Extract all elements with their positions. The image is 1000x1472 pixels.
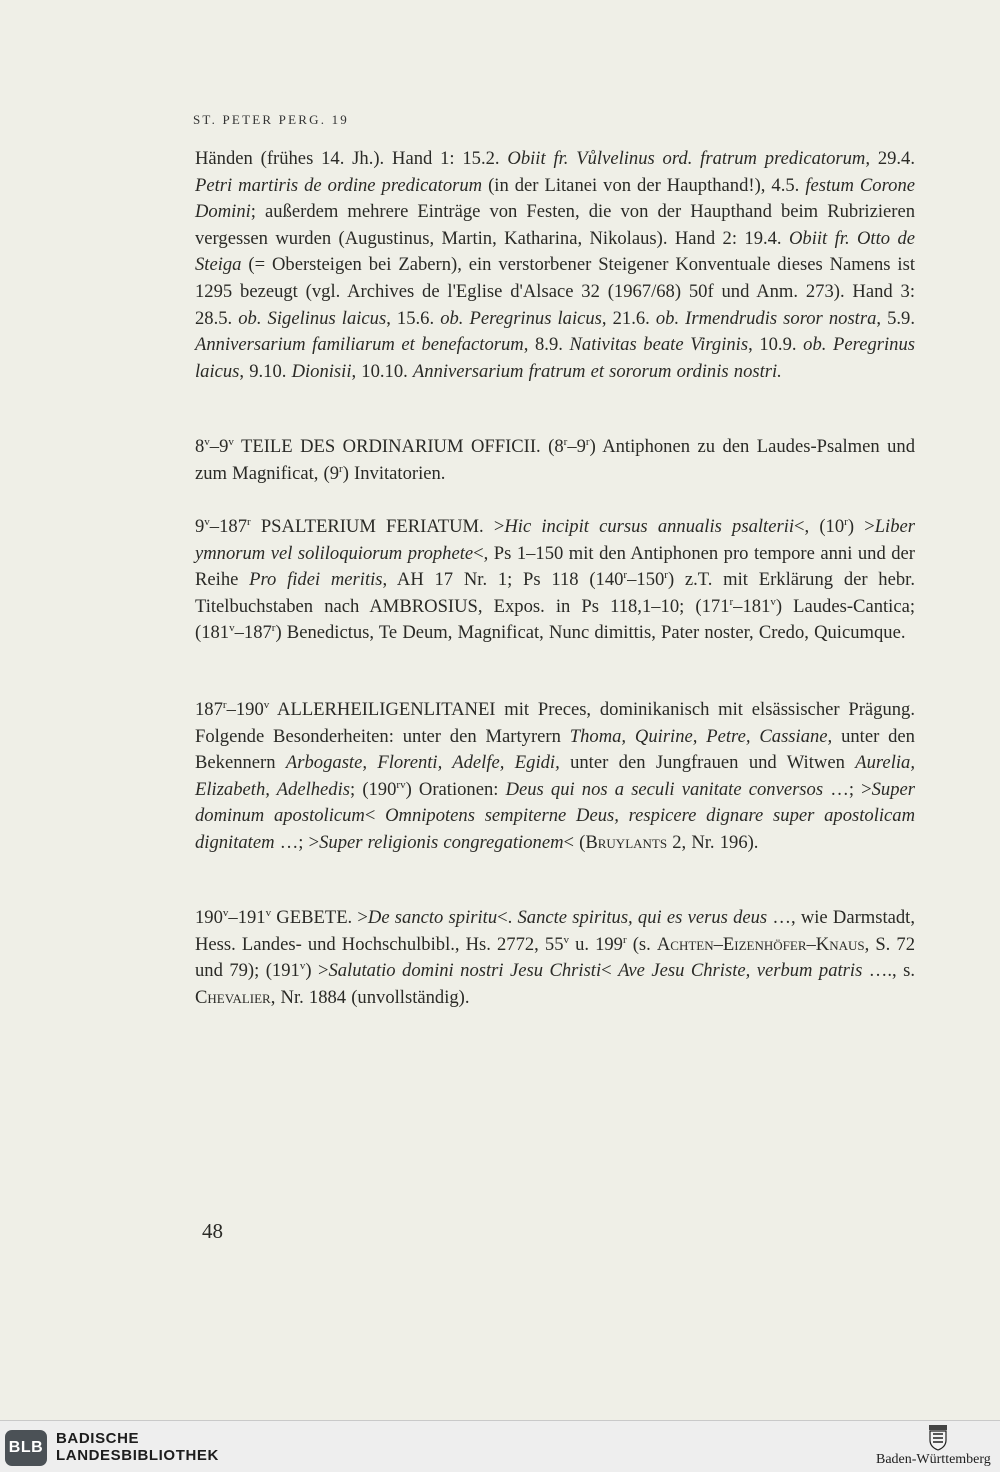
folio-superscript: v bbox=[770, 595, 776, 608]
entry-paragraph-hands bbox=[195, 146, 915, 385]
text-run: unter den Jungfrauen und Witwen bbox=[559, 752, 856, 774]
italic-run: Pro fidei meritis bbox=[249, 569, 383, 591]
text-run: 9 bbox=[195, 516, 205, 537]
text-run: < ( bbox=[563, 831, 586, 853]
running-head: ST. PETER PERG. 19 bbox=[193, 112, 350, 127]
text-run: …; > bbox=[274, 831, 320, 853]
text-run: , 5.9. bbox=[876, 307, 915, 329]
text-run: <, (10 bbox=[794, 516, 845, 537]
text-run: , 21.6. bbox=[601, 307, 656, 329]
text-run: ) Benedictus, Te Deum, Magnificat, Nunc dimittis, Pater noster, Credo, Quicumque. bbox=[275, 622, 906, 644]
text-run: (s. bbox=[626, 933, 657, 955]
blb-logo[interactable]: BLB bbox=[5, 1430, 47, 1466]
folio-superscript: v bbox=[229, 622, 235, 635]
italic-run: Sancte spiritus, qui es verus deus bbox=[517, 907, 768, 928]
text-run: 190 bbox=[195, 907, 223, 928]
folio-superscript: v bbox=[263, 698, 270, 711]
folio-superscript: r bbox=[622, 933, 627, 946]
italic-run: Thoma, Quirine, Petre, Cassiane, bbox=[569, 725, 833, 747]
italic-run: De sancto spiritu bbox=[367, 907, 498, 928]
page-number: 48 bbox=[202, 1219, 223, 1243]
folio-superscript: v bbox=[265, 906, 272, 919]
text-run: , 10.9. bbox=[748, 334, 804, 356]
text-run: ) Orationen: bbox=[405, 778, 506, 800]
text-run: …; > bbox=[823, 778, 872, 800]
italic-run: Deus qui nos a seculi vanitate conversos bbox=[505, 778, 824, 800]
folio-superscript: r bbox=[729, 595, 734, 608]
folio-superscript: r bbox=[664, 569, 668, 581]
text-run: ) > bbox=[847, 516, 875, 537]
author-smallcaps: Achten–Eizenhöfer–Knaus bbox=[656, 933, 865, 955]
italic-run: Dionisii bbox=[291, 360, 352, 382]
italic-run: Obiit fr. Vůlvelinus ord. fratrum predicatorum, bbox=[507, 148, 870, 169]
text-run: ) Antiphonen zu den Laudes-Psalmen und zum Magnificat, (9 bbox=[195, 436, 915, 484]
author-smallcaps: Chevalier bbox=[195, 986, 271, 1008]
text-run: GEBETE. > bbox=[271, 907, 368, 928]
entry-paragraph-litanei bbox=[195, 697, 915, 857]
italic-run: Super dominum apostolicum bbox=[195, 778, 915, 827]
text-run: –187 bbox=[209, 516, 247, 537]
text-run: 187 bbox=[195, 699, 223, 720]
text-run: –187 bbox=[234, 622, 272, 644]
text-run: 29.4. bbox=[870, 148, 916, 169]
folio-superscript: r bbox=[623, 569, 628, 581]
text-run: u. 199 bbox=[569, 933, 623, 955]
italic-run: festum Corone Domini bbox=[195, 174, 915, 223]
italic-run: Anniversarium familiarum et benefactorum bbox=[195, 334, 524, 356]
folio-superscript: v bbox=[228, 435, 234, 448]
text-run: , 9.10. bbox=[239, 360, 292, 382]
text-run: , 8.9. bbox=[523, 334, 570, 356]
text-run: ALLERHEILIGENLITANEI mit Preces, dominikanisch mit elsässischer Prägung. Folgende Besonderheiten: unter den Martyrern bbox=[195, 699, 915, 747]
italic-run: Liber ymnorum vel soliloquiorum prophete bbox=[195, 516, 915, 564]
italic-run: ob. Irmendrudis soror nostra bbox=[655, 307, 877, 329]
italic-run: Petri martiris de ordine predicatorum bbox=[195, 174, 483, 196]
text-run: , 15.6. bbox=[386, 307, 441, 329]
folio-superscript: r bbox=[339, 462, 343, 475]
text-run: unter den Bekennern bbox=[195, 725, 915, 774]
text-run: …, wie Darmstadt, Hess. Landes- und Hochschulbibl., Hs. 2772, 55 bbox=[195, 907, 915, 955]
entry-paragraph-psalterium bbox=[195, 514, 915, 647]
text-run: –181 bbox=[733, 595, 771, 617]
folio-superscript: r bbox=[563, 435, 568, 448]
library-name[interactable] bbox=[56, 1430, 219, 1464]
text-run: 2, Nr. 196). bbox=[667, 831, 759, 853]
text-run: <, Ps 1–150 mit den Antiphonen pro tempore anni und der Reihe bbox=[195, 542, 915, 591]
italic-run: Anniversarium fratrum et sororum ordinis nostri. bbox=[412, 360, 782, 382]
library-name-line1: BADISCHE bbox=[56, 1430, 140, 1447]
italic-run: Obiit fr. Otto de Steiga bbox=[195, 227, 915, 276]
text-run: TEILE DES ORDINARIUM OFFICII. (8 bbox=[233, 436, 564, 457]
folio-superscript: rv bbox=[396, 778, 406, 791]
coat-of-arms-icon bbox=[927, 1425, 949, 1451]
text-run: (= Obersteigen bei Zabern), ein verstorbener Steigener Konventuale dieses Namens ist 1295 bezeugt (vgl. Archives de l'Eglise d'Alsace 32 (1967/68) 50f und Anm. 273). Hand 3: 28.5. bbox=[195, 254, 915, 329]
folio-superscript: r bbox=[271, 622, 276, 635]
folio-superscript: v bbox=[204, 515, 210, 528]
entry-paragraph-ordinarium bbox=[195, 434, 915, 487]
library-name-line2: LANDESBIBLIOTHEK bbox=[56, 1447, 219, 1464]
text-run: , 10.10. bbox=[351, 360, 413, 382]
italic-run: Nativitas beate Virginis bbox=[569, 334, 749, 356]
text-run: ) z.T. mit Erklärung der hebr. Titelbuchstaben nach AMBROSIUS, Expos. in Ps 118,1–10; (171 bbox=[195, 569, 915, 617]
text-run: –150 bbox=[627, 569, 665, 591]
folio-superscript: v bbox=[563, 933, 569, 946]
text-run: PSALTERIUM FERIATUM. > bbox=[250, 516, 505, 537]
italic-run: Hic incipit cursus annualis psalterii bbox=[504, 516, 795, 537]
text-run: –191 bbox=[228, 907, 266, 928]
italic-run: Ave Jesu Christe, verbum patris bbox=[618, 960, 863, 982]
folio-superscript: r bbox=[222, 698, 227, 711]
text-run: ) Invitatorien. bbox=[342, 462, 446, 484]
text-run: 8 bbox=[195, 436, 205, 457]
folio-superscript: v bbox=[299, 960, 306, 972]
text-run: ; außerdem mehrere Einträge von Festen, die von der Haupthand beim Rubrizieren vergessen wurden (Augustinus, Martin, Katharina, Nikolaus). Hand 2: 19.4. bbox=[195, 201, 915, 249]
text-run: (in der Litanei von der Haupthand!), 4.5. bbox=[482, 174, 806, 196]
state-label: Baden-Württemberg bbox=[876, 1452, 991, 1467]
folio-superscript: r bbox=[844, 515, 848, 528]
text-run: –190 bbox=[226, 699, 264, 720]
italic-run: Omnipotens sempiterne Deus, respicere dignare super apostolicam dignitatem bbox=[195, 805, 916, 853]
entry-paragraph-gebete bbox=[195, 905, 915, 1011]
text-run: , Nr. 1884 (unvollständig). bbox=[270, 986, 470, 1008]
italic-run: Salutatio domini nostri Jesu Christi bbox=[328, 960, 602, 982]
italic-run: Super religionis congregationem bbox=[319, 831, 564, 853]
text-run: …., s. bbox=[862, 960, 915, 982]
text-run: –9 bbox=[209, 436, 229, 457]
text-run: , S. 72 und 79); (191 bbox=[195, 933, 915, 982]
text-run: , AH 17 Nr. 1; Ps 118 (140 bbox=[382, 569, 624, 591]
text-run: Händen (frühes 14. Jh.). Hand 1: 15.2. bbox=[195, 148, 508, 169]
text-run: < bbox=[601, 960, 619, 982]
text-run: < bbox=[364, 805, 386, 827]
folio-superscript: v bbox=[222, 906, 229, 919]
author-smallcaps: Bruylants bbox=[585, 831, 668, 853]
italic-run: ob. Sigelinus laicus bbox=[238, 307, 387, 329]
folio-superscript: v bbox=[204, 435, 210, 448]
text-run: ; (190 bbox=[350, 778, 397, 800]
italic-run: Arbogaste, Florenti, Adelfe, Egidi, bbox=[285, 752, 560, 774]
text-run: –9 bbox=[567, 436, 586, 457]
folio-superscript: r bbox=[585, 435, 590, 448]
text-run: ) > bbox=[305, 960, 329, 982]
text-run: <. bbox=[497, 907, 518, 928]
italic-run: Aurelia, Elizabeth, Adelhedis bbox=[195, 752, 915, 800]
italic-run: ob. Peregrinus laicus bbox=[195, 334, 915, 382]
library-footer bbox=[0, 1420, 1000, 1472]
italic-run: ob. Peregrinus laicus bbox=[440, 307, 602, 329]
folio-superscript: r bbox=[246, 515, 251, 528]
text-run: ) Laudes-Cantica; (181 bbox=[195, 595, 915, 644]
